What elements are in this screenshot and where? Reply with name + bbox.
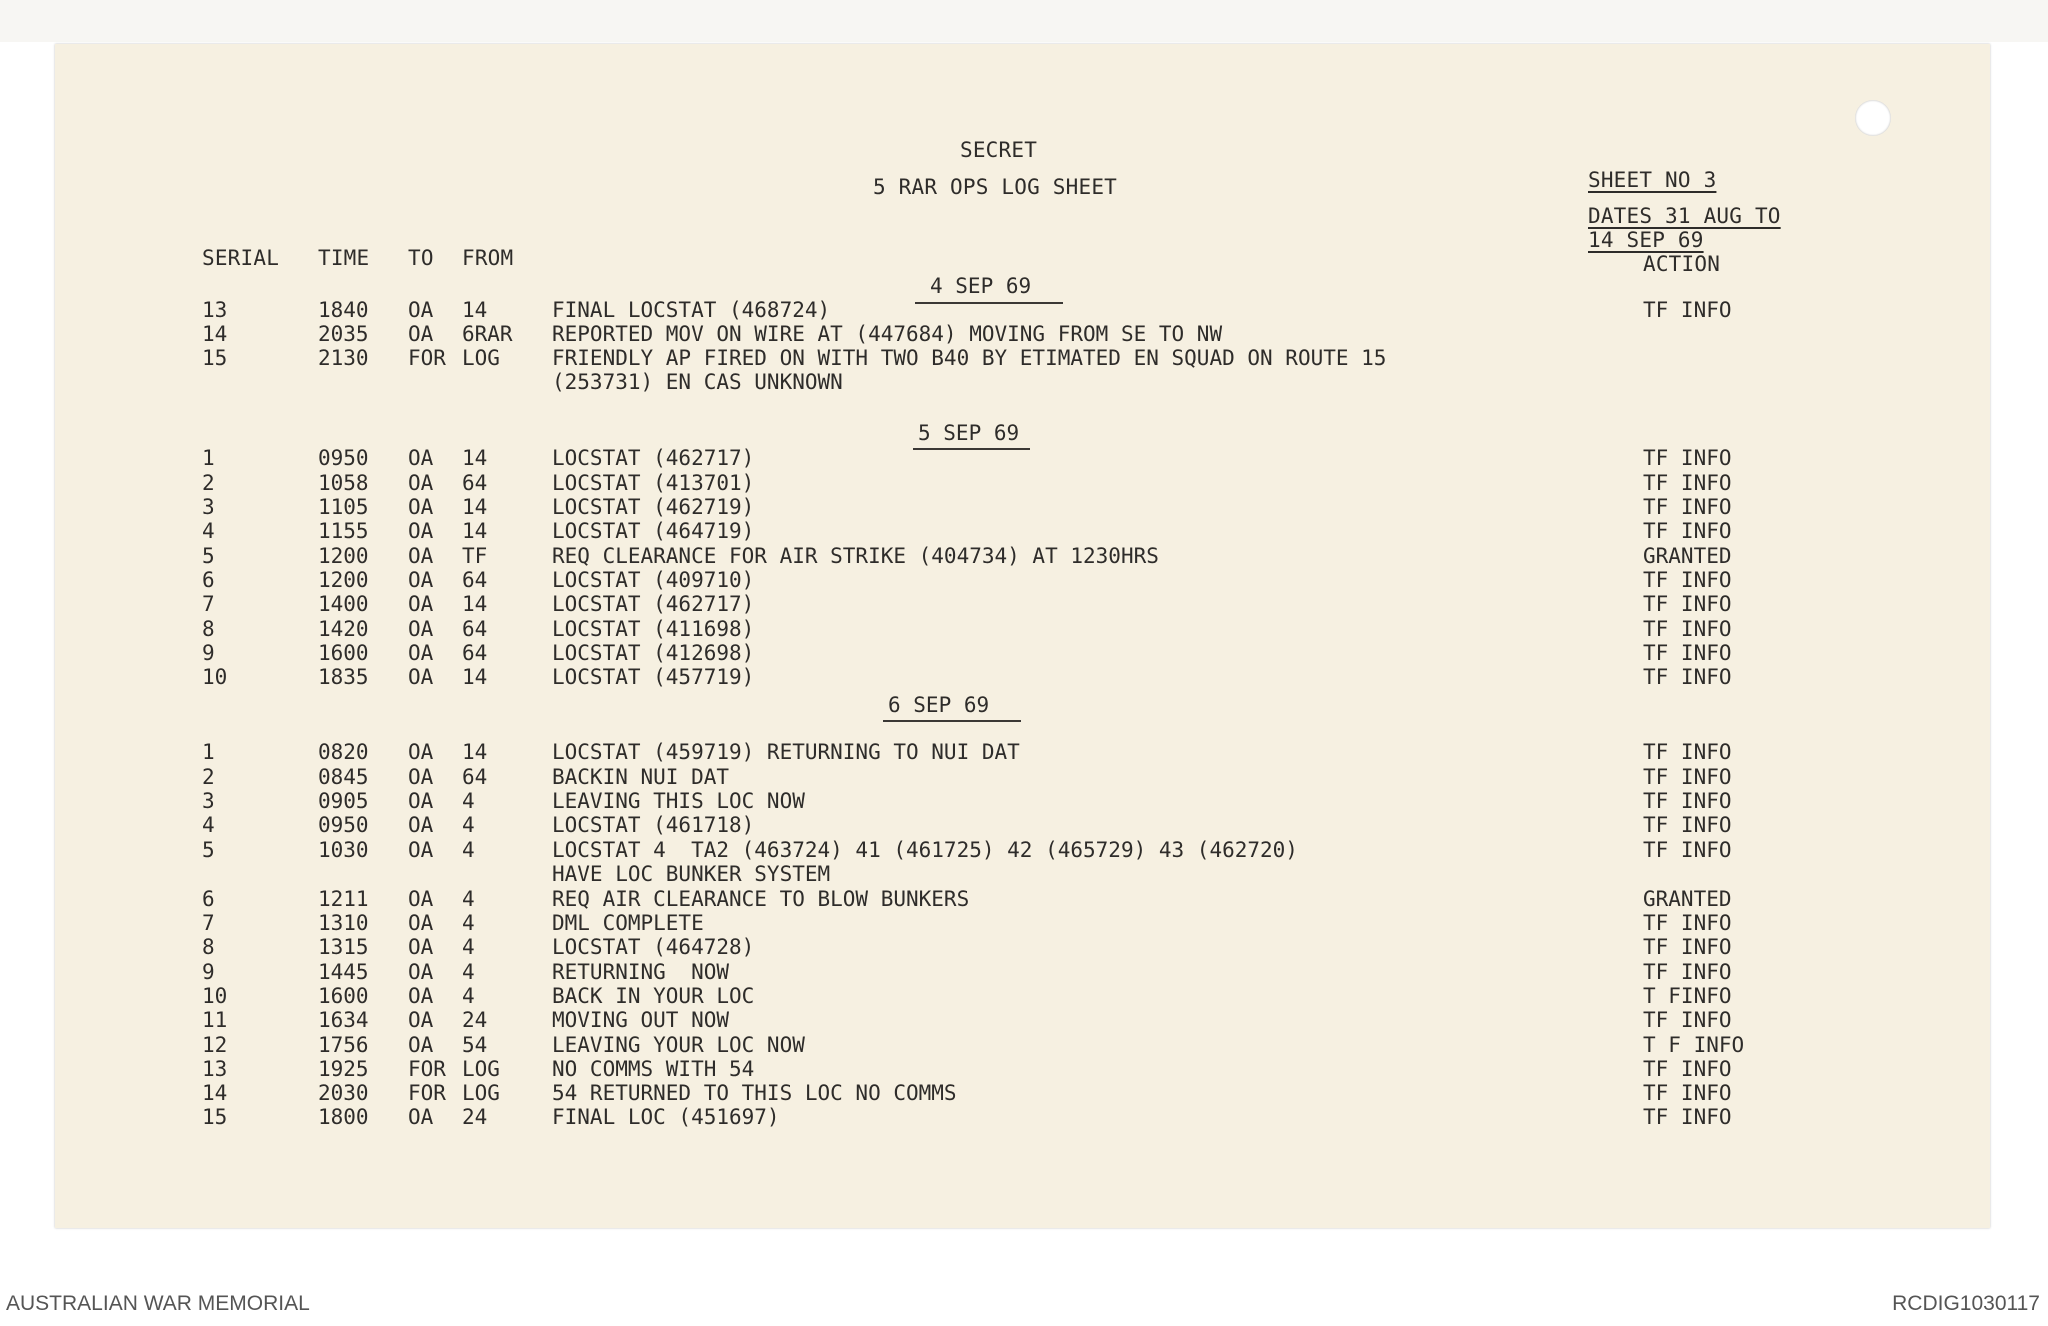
log-entry-action: TF INFO: [1643, 740, 1732, 764]
log-entry-to: OA: [408, 298, 434, 322]
log-entry-time: 2130: [318, 346, 369, 370]
log-entry-time: 1925: [318, 1057, 369, 1081]
log-entry-serial: 14: [202, 322, 228, 346]
log-entry-time: 0950: [318, 446, 369, 470]
log-entry-msg: BACK IN YOUR LOC: [552, 984, 755, 1008]
log-entry-msg: MOVING OUT NOW: [552, 1008, 730, 1032]
log-entry-to: OA: [408, 1008, 434, 1032]
log-entry-from: LOG: [462, 346, 500, 370]
column-header-to: TO: [408, 246, 434, 270]
log-entry-from: 4: [462, 935, 475, 959]
log-entry-serial: 12: [202, 1033, 228, 1057]
log-entry-time: 1840: [318, 298, 369, 322]
log-entry-time: 2030: [318, 1081, 369, 1105]
log-entry-to: OA: [408, 984, 434, 1008]
log-entry-time: 0950: [318, 813, 369, 837]
log-entry-msg: LOCSTAT (462717): [552, 592, 755, 616]
log-entry-action: TF INFO: [1643, 495, 1732, 519]
log-entry-from: 14: [462, 665, 488, 689]
column-header-from: FROM: [462, 246, 514, 270]
log-entry-row: [55, 446, 1990, 470]
log-entry-row: [55, 838, 1990, 862]
dates-line-2: 14 SEP 69: [1588, 228, 1704, 252]
log-entry-to: OA: [408, 960, 434, 984]
log-entry-to: OA: [408, 471, 434, 495]
log-entry-to: OA: [408, 740, 434, 764]
log-entry-to: OA: [408, 1105, 434, 1129]
log-entry-msg: LOCSTAT (412698): [552, 641, 755, 665]
dates-line-1: DATES 31 AUG TO: [1588, 204, 1781, 228]
log-entry-serial: 15: [202, 346, 228, 370]
log-entry-to: OA: [408, 887, 434, 911]
log-entry-row: [55, 813, 1990, 837]
column-header-serial: SERIAL: [202, 246, 280, 270]
log-entry-from: 64: [462, 641, 488, 665]
log-entry-from: 4: [462, 789, 475, 813]
log-entry-time: 1756: [318, 1033, 369, 1057]
log-entry-serial: 5: [202, 838, 215, 862]
log-entry-row: [55, 665, 1990, 689]
log-entry-row: [55, 617, 1990, 641]
log-entry-serial: 4: [202, 519, 215, 543]
log-entry-serial: 9: [202, 960, 215, 984]
log-entry-row: [55, 862, 1990, 886]
log-entry-row: [55, 568, 1990, 592]
source-caption: AUSTRALIAN WAR MEMORIAL: [6, 1292, 310, 1315]
log-entry-action: T F INFO: [1643, 1033, 1745, 1057]
log-entry-msg: LOCSTAT (461718): [552, 813, 755, 837]
log-entry-from: 14: [462, 495, 488, 519]
log-entry-serial: 10: [202, 665, 228, 689]
log-entry-from: 64: [462, 568, 488, 592]
log-sheet-paper: [55, 44, 1990, 1228]
log-entry-serial: 5: [202, 544, 215, 568]
log-entry-to: OA: [408, 641, 434, 665]
log-entry-time: 1155: [318, 519, 369, 543]
log-entry-from: 4: [462, 984, 475, 1008]
log-entry-action: TF INFO: [1643, 641, 1732, 665]
log-entry-time: 1200: [318, 544, 369, 568]
log-entry-from: 24: [462, 1008, 488, 1032]
log-entry-row: [55, 935, 1990, 959]
log-entry-action: TF INFO: [1643, 813, 1732, 837]
log-entry-to: OA: [408, 592, 434, 616]
log-entry-time: 1600: [318, 984, 369, 1008]
page-title: 5 RAR OPS LOG SHEET: [873, 175, 1118, 199]
log-entry-row: [55, 322, 1990, 346]
log-entry-row: [55, 544, 1990, 568]
log-entry-row: [55, 592, 1990, 616]
log-entry-serial: 13: [202, 1057, 228, 1081]
log-entry-action: TF INFO: [1643, 935, 1732, 959]
log-entry-row: [55, 370, 1990, 394]
log-entry-to: OA: [408, 765, 434, 789]
log-entry-serial: 3: [202, 495, 215, 519]
log-entry-to: OA: [408, 617, 434, 641]
log-entry-serial: 3: [202, 789, 215, 813]
log-entry-from: 14: [462, 298, 488, 322]
log-entry-row: [55, 495, 1990, 519]
log-entry-from: 14: [462, 446, 488, 470]
log-entry-action: TF INFO: [1643, 789, 1732, 813]
log-entry-serial: 4: [202, 813, 215, 837]
log-entry-from: 54: [462, 1033, 488, 1057]
log-entry-row: [55, 519, 1990, 543]
classification-label: SECRET: [960, 138, 1038, 162]
log-entry-action: TF INFO: [1643, 838, 1732, 862]
log-entry-time: 0905: [318, 789, 369, 813]
log-entry-time: 1445: [318, 960, 369, 984]
log-entry-serial: 15: [202, 1105, 228, 1129]
log-entry-row: [55, 765, 1990, 789]
column-header-action: ACTION: [1643, 252, 1721, 276]
log-entry-time: 1211: [318, 887, 369, 911]
log-entry-action: TF INFO: [1643, 298, 1732, 322]
log-entry-row: [55, 887, 1990, 911]
log-entry-action: TF INFO: [1643, 1105, 1732, 1129]
log-entry-to: FOR: [408, 1081, 446, 1105]
log-entry-msg: LOCSTAT (462719): [552, 495, 755, 519]
log-entry-action: TF INFO: [1643, 471, 1732, 495]
log-entry-from: 4: [462, 911, 475, 935]
log-entry-row: [55, 1105, 1990, 1129]
log-entry-to: OA: [408, 665, 434, 689]
top-margin: [0, 0, 2048, 42]
log-entry-serial: 9: [202, 641, 215, 665]
log-entry-time: 1835: [318, 665, 369, 689]
log-entry-to: OA: [408, 568, 434, 592]
section-date-heading: 4 SEP 69: [930, 274, 1032, 298]
log-entry-serial: 14: [202, 1081, 228, 1105]
log-entry-msg: LOCSTAT (459719) RETURNING TO NUI DAT: [552, 740, 1020, 764]
log-entry-row: [55, 789, 1990, 813]
log-entry-msg: LOCSTAT 4 TA2 (463724) 41 (461725) 42 (465729) 43 (462720): [552, 838, 1298, 862]
log-entry-action: TF INFO: [1643, 568, 1732, 592]
log-entry-msg: LEAVING YOUR LOC NOW: [552, 1033, 805, 1057]
log-entry-time: 1600: [318, 641, 369, 665]
log-entry-msg: REPORTED MOV ON WIRE AT (447684) MOVING FROM SE TO NW: [552, 322, 1223, 346]
log-entry-row: [55, 1081, 1990, 1105]
log-entry-row: [55, 911, 1990, 935]
log-entry-to: OA: [408, 519, 434, 543]
log-entry-from: 4: [462, 838, 475, 862]
log-entry-msg: REQ AIR CLEARANCE TO BLOW BUNKERS: [552, 887, 970, 911]
log-entry-action: TF INFO: [1643, 1081, 1732, 1105]
log-entry-row: [55, 1033, 1990, 1057]
log-entry-action: TF INFO: [1643, 446, 1732, 470]
log-entry-action: T FINFO: [1643, 984, 1732, 1008]
log-entry-row: [55, 1008, 1990, 1032]
log-entry-serial: 10: [202, 984, 228, 1008]
record-id-caption: RCDIG1030117: [1892, 1292, 2040, 1315]
log-entry-row: [55, 346, 1990, 370]
log-entry-serial: 2: [202, 765, 215, 789]
log-entry-msg: RETURNING NOW: [552, 960, 730, 984]
log-entry-msg: LOCSTAT (464728): [552, 935, 755, 959]
log-entry-to: OA: [408, 838, 434, 862]
column-header-time: TIME: [318, 246, 370, 270]
log-entry-msg: HAVE LOC BUNKER SYSTEM: [552, 862, 831, 886]
log-entry-serial: 8: [202, 617, 215, 641]
log-entry-serial: 13: [202, 298, 228, 322]
log-entry-msg: LOCSTAT (413701): [552, 471, 755, 495]
log-entry-from: 24: [462, 1105, 488, 1129]
log-entry-from: LOG: [462, 1057, 500, 1081]
log-entry-time: 0820: [318, 740, 369, 764]
log-entry-action: GRANTED: [1643, 544, 1732, 568]
log-entry-serial: 6: [202, 887, 215, 911]
log-entry-msg: DML COMPLETE: [552, 911, 704, 935]
log-entry-to: OA: [408, 911, 434, 935]
log-entry-serial: 8: [202, 935, 215, 959]
log-entry-to: FOR: [408, 346, 446, 370]
log-entry-from: 64: [462, 765, 488, 789]
log-entry-time: 1030: [318, 838, 369, 862]
log-entry-msg: BACKIN NUI DAT: [552, 765, 730, 789]
log-entry-time: 1200: [318, 568, 369, 592]
log-entry-from: LOG: [462, 1081, 500, 1105]
log-entry-msg: FRIENDLY AP FIRED ON WITH TWO B40 BY ETIMATED EN SQUAD ON ROUTE 15: [552, 346, 1387, 370]
log-entry-action: TF INFO: [1643, 960, 1732, 984]
log-entry-to: OA: [408, 495, 434, 519]
section-date-heading: 5 SEP 69: [918, 421, 1020, 445]
log-entry-msg: REQ CLEARANCE FOR AIR STRIKE (404734) AT 1230HRS: [552, 544, 1159, 568]
log-entry-time: 1058: [318, 471, 369, 495]
log-entry-msg: 54 RETURNED TO THIS LOC NO COMMS: [552, 1081, 957, 1105]
log-entry-time: 1315: [318, 935, 369, 959]
log-entry-time: 1400: [318, 592, 369, 616]
log-entry-to: OA: [408, 322, 434, 346]
log-entry-msg: LOCSTAT (464719): [552, 519, 755, 543]
log-entry-action: TF INFO: [1643, 665, 1732, 689]
log-entry-msg: NO COMMS WITH 54: [552, 1057, 755, 1081]
log-entry-row: [55, 984, 1990, 1008]
log-entry-from: 14: [462, 592, 488, 616]
log-entry-row: [55, 1057, 1990, 1081]
log-entry-msg: FINAL LOCSTAT (468724): [552, 298, 831, 322]
log-entry-from: 4: [462, 813, 475, 837]
log-entry-time: 1800: [318, 1105, 369, 1129]
log-entry-msg: FINAL LOC (451697): [552, 1105, 780, 1129]
log-entry-serial: 7: [202, 592, 215, 616]
log-entry-msg: (253731) EN CAS UNKNOWN: [552, 370, 843, 394]
log-entry-action: TF INFO: [1643, 519, 1732, 543]
log-entry-from: 64: [462, 471, 488, 495]
log-entry-action: GRANTED: [1643, 887, 1732, 911]
log-entry-action: TF INFO: [1643, 617, 1732, 641]
log-entry-time: 1310: [318, 911, 369, 935]
log-entry-serial: 2: [202, 471, 215, 495]
log-entry-serial: 11: [202, 1008, 228, 1032]
log-entry-time: 1634: [318, 1008, 369, 1032]
log-entry-action: TF INFO: [1643, 592, 1732, 616]
log-entry-action: TF INFO: [1643, 911, 1732, 935]
log-entry-time: 1105: [318, 495, 369, 519]
punch-hole: [1855, 100, 1891, 136]
log-entry-from: TF: [462, 544, 488, 568]
log-entry-serial: 6: [202, 568, 215, 592]
section-heading-underline: [883, 720, 1021, 722]
log-entry-from: 4: [462, 960, 475, 984]
log-entry-row: [55, 298, 1990, 322]
log-entry-row: [55, 471, 1990, 495]
log-entry-time: 2035: [318, 322, 369, 346]
log-entry-from: 6RAR: [462, 322, 513, 346]
log-entry-row: [55, 960, 1990, 984]
log-entry-to: OA: [408, 935, 434, 959]
log-entry-serial: 1: [202, 740, 215, 764]
log-entry-action: TF INFO: [1643, 765, 1732, 789]
log-entry-from: 14: [462, 740, 488, 764]
log-entry-row: [55, 740, 1990, 764]
log-entry-serial: 7: [202, 911, 215, 935]
log-entry-to: OA: [408, 813, 434, 837]
log-entry-serial: 1: [202, 446, 215, 470]
log-entry-msg: LEAVING THIS LOC NOW: [552, 789, 805, 813]
log-entry-msg: LOCSTAT (457719): [552, 665, 755, 689]
log-entry-to: OA: [408, 446, 434, 470]
log-entry-action: TF INFO: [1643, 1057, 1732, 1081]
log-entry-time: 1420: [318, 617, 369, 641]
section-date-heading: 6 SEP 69: [888, 693, 990, 717]
log-entry-from: 4: [462, 887, 475, 911]
log-entry-to: OA: [408, 789, 434, 813]
sheet-number: SHEET NO 3: [1588, 168, 1717, 192]
log-entry-to: FOR: [408, 1057, 446, 1081]
log-entry-action: TF INFO: [1643, 1008, 1732, 1032]
log-entry-to: OA: [408, 1033, 434, 1057]
log-entry-from: 14: [462, 519, 488, 543]
log-entry-row: [55, 641, 1990, 665]
log-entry-msg: LOCSTAT (462717): [552, 446, 755, 470]
log-entry-time: 0845: [318, 765, 369, 789]
log-entry-from: 64: [462, 617, 488, 641]
log-entry-msg: LOCSTAT (409710): [552, 568, 755, 592]
log-entry-msg: LOCSTAT (411698): [552, 617, 755, 641]
log-entry-to: OA: [408, 544, 434, 568]
